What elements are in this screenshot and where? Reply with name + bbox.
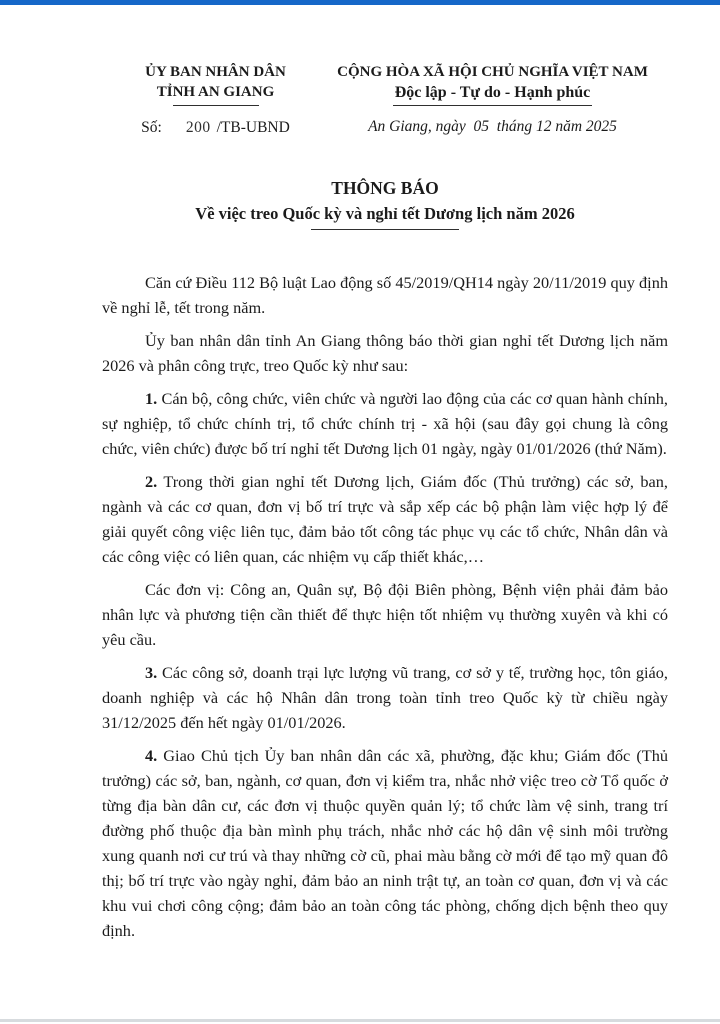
national-motto: Độc lập - Tự do - Hạnh phúc	[393, 83, 593, 106]
body-paragraph	[102, 743, 668, 943]
document-header	[0, 5, 720, 137]
paragraph-text: Trong thời gian nghỉ tết Dương lịch, Giám đốc (Thủ trưởng) các sở, ban, ngành và các cơ quan, đơn vị bố trí trực và sắp xếp các bộ phận làm việc hợp lý để giải quyết công việc liên tục, đảm bảo tốt công tác phục vụ các tổ chức, Nhân dân và các công việc có liên quan, các nhiệm vụ cấp thiết khác,…	[102, 472, 668, 566]
document-number-value: 200	[185, 119, 211, 136]
body-paragraph	[102, 577, 668, 652]
body-paragraph	[102, 386, 668, 461]
body-paragraph	[102, 270, 668, 320]
authority-line1: ỦY BAN NHÂN DÂN	[145, 64, 286, 80]
paragraph-text: Cán bộ, công chức, viên chức và người lao động của các cơ quan hành chính, sự nghiệp, tổ chức chính trị, tổ chức chính trị - xã hội (sau đây gọi chung là công chức, viên chức) được bố trí nghỉ tết Dương lịch 01 ngày, ngày 01/01/2026 (thứ Năm).	[102, 389, 668, 458]
body-paragraph	[102, 660, 668, 735]
paragraph-text: Các công sở, doanh trại lực lượng vũ trang, cơ sở y tế, trường học, tôn giáo, doanh nghiệp và các hộ Nhân dân trong toàn tỉnh treo Quốc kỳ từ chiều ngày 31/12/2025 đến hết ngày 01/01/2026.	[102, 663, 668, 732]
place-date-line: An Giang, ngày 05 tháng 12 năm 2025	[368, 118, 617, 135]
national-header-block	[325, 62, 660, 137]
paragraph-number: 3.	[145, 663, 158, 682]
paragraph-text: Các đơn vị: Công an, Quân sự, Bộ đội Biên phòng, Bệnh viện phải đảm bảo nhân lực và phương tiện cần thiết để thực hiện tốt nhiệm vụ thường xuyên và khi có yêu cầu.	[102, 580, 668, 649]
title-block	[102, 177, 668, 230]
issuing-authority-block	[118, 62, 313, 137]
paragraph-number: 4.	[145, 746, 158, 765]
paragraph-text: Ủy ban nhân dân tỉnh An Giang thông báo thời gian nghỉ tết Dương lịch năm 2026 và phân công trực, treo Quốc kỳ như sau:	[102, 331, 668, 375]
body-paragraph	[102, 469, 668, 569]
document-body	[102, 270, 668, 943]
document-number-line	[118, 119, 313, 137]
document-number-label: Số:	[141, 119, 162, 136]
subject-underline	[311, 229, 459, 230]
paragraph-number: 2.	[145, 472, 158, 491]
authority-line2: TỈNH AN GIANG	[156, 84, 275, 100]
document-title: THÔNG BÁO	[331, 178, 439, 198]
body-paragraph	[102, 328, 668, 378]
authority-underline	[173, 105, 259, 106]
document-subject: Về việc treo Quốc kỳ và nghỉ tết Dương lịch năm 2026	[195, 204, 575, 223]
paragraph-number: 1.	[145, 389, 158, 408]
national-title: CỘNG HÒA XÃ HỘI CHỦ NGHĨA VIỆT NAM	[337, 64, 648, 80]
document-page	[0, 5, 720, 951]
page-bottom-edge	[0, 1019, 720, 1022]
paragraph-text: Căn cứ Điều 112 Bộ luật Lao động số 45/2019/QH14 ngày 20/11/2019 quy định về nghỉ lễ, tết trong năm.	[102, 273, 668, 317]
document-number-suffix: /TB-UBND	[216, 119, 290, 136]
paragraph-text: Giao Chủ tịch Ủy ban nhân dân các xã, phường, đặc khu; Giám đốc (Thủ trưởng) các sở, ban, ngành, cơ quan, đơn vị kiểm tra, nhắc nhở việc treo cờ Tổ quốc ở từng địa bàn dân cư, các đơn vị thuộc quyền quản lý; tổ chức làm vệ sinh, trang trí đường phố thuộc địa bàn mình phụ trách, nhắc nhở các hộ dân vệ sinh môi trường xung quanh nơi cư trú và thay những cờ cũ, phai màu bằng cờ mới để tạo mỹ quan đô thị; bố trí trực vào ngày nghỉ, đảm bảo an ninh trật tự, an toàn cơ quan, đơn vị và các khu vui chơi công cộng; đảm bảo an toàn công tác phòng, chống dịch bệnh theo quy định.	[102, 746, 668, 940]
